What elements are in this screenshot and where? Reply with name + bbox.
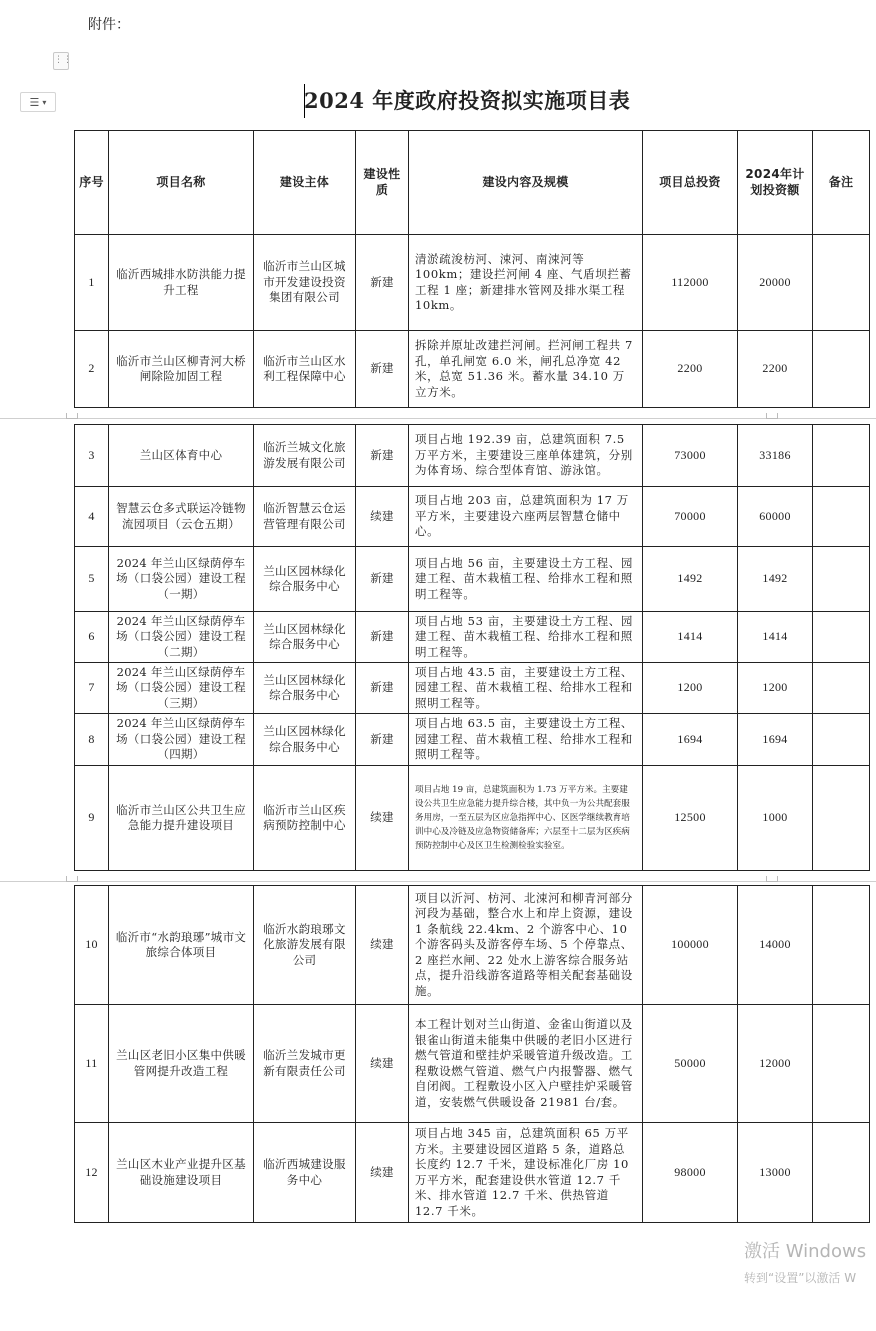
row-content: 项目占地 203 亩，总建筑面积为 17 万平方米，主要建设六座两层智慧仓储中心。 <box>409 487 643 547</box>
row-nature: 续建 <box>356 487 409 547</box>
row-owner: 临沂兰发城市更新有限责任公司 <box>254 1005 356 1123</box>
header-remark: 备注 <box>813 131 870 235</box>
row-no: 11 <box>75 1005 109 1123</box>
row-plan: 13000 <box>738 1123 813 1223</box>
row-name: 临沂市“水韵琅琊”城市文旅综合体项目 <box>109 886 254 1005</box>
row-total: 1414 <box>643 612 738 663</box>
row-plan: 1200 <box>738 663 813 714</box>
project-table-page-3 <box>74 885 870 1223</box>
row-content: 本工程计划对兰山街道、金雀山街道以及银雀山街道未能集中供暖的老旧小区进行燃气管道和壁挂炉采暖管道升级改造。工程敷设燃气管道、燃气户内报警器、燃气自闭阀。工程敷设小区入户壁挂炉采暖管道，安装燃气供暖设备 21981 台/套。 <box>409 1005 643 1123</box>
row-remark <box>813 547 870 612</box>
row-owner: 兰山区园林绿化综合服务中心 <box>254 612 356 663</box>
row-content: 拆除并原址改建拦河闸。拦河闸工程共 7 孔，单孔闸宽 6.0 米，闸孔总净宽 42 米，总宽 51.36 米。蓄水量 34.10 万立方米。 <box>409 331 643 408</box>
windows-activation-watermark <box>744 1237 866 1286</box>
table-row <box>75 714 870 766</box>
row-total: 70000 <box>643 487 738 547</box>
table-row <box>75 663 870 714</box>
header-no: 序号 <box>75 131 109 235</box>
page-corner-mark <box>766 876 778 882</box>
row-content: 项目以沂河、枋河、北涑河和柳青河部分河段为基础，整合水上和岸上资源，建设 1 条航线 22.4km、2 个游客中心、10 个游客码头及游客停车场、5 个停靠点、2 座拦水闸、22 处水上游客综合服务站点，提升沿线游客道路等相关配套基础设施。 <box>409 886 643 1005</box>
row-no: 2 <box>75 331 109 408</box>
row-nature: 新建 <box>356 612 409 663</box>
header-total: 项目总投资 <box>643 131 738 235</box>
row-total: 112000 <box>643 235 738 331</box>
row-owner: 临沂市兰山区水利工程保障中心 <box>254 331 356 408</box>
row-plan: 14000 <box>738 886 813 1005</box>
row-nature: 新建 <box>356 714 409 766</box>
watermark-line-2: 转到“设置”以激活 W <box>744 1271 857 1285</box>
row-owner: 临沂市兰山区疾病预防控制中心 <box>254 766 356 871</box>
row-content: 项目占地 19 亩，总建筑面积为 1.73 万平方米。主要建设公共卫生应急能力提升综合楼，其中负一为公共配套服务用房，一至五层为区应急指挥中心、区医学继续教育培训中心及冷链及应急物资储备库；六层至十二层为区疾病预防控制中心及区卫生检测检验实验室。 <box>409 766 643 871</box>
page-break <box>0 881 876 882</box>
row-name: 兰山区体育中心 <box>109 425 254 487</box>
header-nature: 建设性质 <box>356 131 409 235</box>
row-name: 智慧云仓多式联运冷链物流园项目（云仓五期） <box>109 487 254 547</box>
row-name: 2024 年兰山区绿荫停车场（口袋公园）建设工程（二期） <box>109 612 254 663</box>
row-name: 兰山区老旧小区集中供暖管网提升改造工程 <box>109 1005 254 1123</box>
row-name: 兰山区木业产业提升区基础设施建设项目 <box>109 1123 254 1223</box>
row-owner: 兰山区园林绿化综合服务中心 <box>254 547 356 612</box>
row-no: 1 <box>75 235 109 331</box>
row-content: 项目占地 192.39 亩，总建筑面积 7.5 万平方米，主要建设三座单体建筑，分别为体育场、综合型体育馆、游泳馆。 <box>409 425 643 487</box>
page-corner-mark <box>66 876 78 882</box>
row-remark <box>813 1005 870 1123</box>
row-plan: 1694 <box>738 714 813 766</box>
row-total: 73000 <box>643 425 738 487</box>
row-plan: 12000 <box>738 1005 813 1123</box>
table-row <box>75 612 870 663</box>
table-row <box>75 766 870 871</box>
row-no: 9 <box>75 766 109 871</box>
row-name: 2024 年兰山区绿荫停车场（口袋公园）建设工程（四期） <box>109 714 254 766</box>
row-no: 3 <box>75 425 109 487</box>
row-total: 1200 <box>643 663 738 714</box>
attachment-label: 附件： <box>88 17 130 33</box>
row-nature: 新建 <box>356 425 409 487</box>
row-content: 项目占地 53 亩，主要建设土方工程、园建工程、苗木栽植工程、给排水工程和照明工程等。 <box>409 612 643 663</box>
row-remark <box>813 425 870 487</box>
row-name: 临沂市兰山区公共卫生应急能力提升建设项目 <box>109 766 254 871</box>
row-nature: 新建 <box>356 547 409 612</box>
page-break <box>0 418 876 419</box>
row-remark <box>813 714 870 766</box>
row-remark <box>813 612 870 663</box>
project-table-page-2 <box>74 424 870 871</box>
row-nature: 新建 <box>356 663 409 714</box>
row-plan: 60000 <box>738 487 813 547</box>
chevron-down-icon: ▾ <box>42 97 47 107</box>
row-owner: 临沂兰城文化旅游发展有限公司 <box>254 425 356 487</box>
header-owner: 建设主体 <box>254 131 356 235</box>
table-move-handle-icon[interactable]: ⋮⋮ <box>53 52 69 70</box>
document-title[interactable]: 2024 年度政府投资拟实施项目表 <box>304 88 631 113</box>
table-row <box>75 235 870 331</box>
header-content: 建设内容及规模 <box>409 131 643 235</box>
row-total: 12500 <box>643 766 738 871</box>
table-header-row <box>75 131 870 235</box>
row-total: 2200 <box>643 331 738 408</box>
row-name: 临沂西城排水防洪能力提升工程 <box>109 235 254 331</box>
row-content: 项目占地 345 亩，总建筑面积 65 万平方米。主要建设园区道路 5 条，道路总长度约 12.7 千米，建设标准化厂房 10 万平方米，配套建设供水管道 12.7 千米、排水管道 12.7 千米、供热管道 12.7 千米。 <box>409 1123 643 1223</box>
row-owner: 兰山区园林绿化综合服务中心 <box>254 663 356 714</box>
row-plan: 2200 <box>738 331 813 408</box>
header-name: 项目名称 <box>109 131 254 235</box>
row-no: 5 <box>75 547 109 612</box>
row-content: 清淤疏浚枋河、涑河、南涑河等 100km；建设拦河闸 4 座、气盾坝拦蓄工程 1 座；新建排水管网及排水渠工程 10km。 <box>409 235 643 331</box>
row-total: 1492 <box>643 547 738 612</box>
row-total: 1694 <box>643 714 738 766</box>
row-plan: 1000 <box>738 766 813 871</box>
row-nature: 新建 <box>356 331 409 408</box>
row-remark <box>813 331 870 408</box>
table-row <box>75 1123 870 1223</box>
row-content: 项目占地 43.5 亩，主要建设土方工程、园建工程、苗木栽植工程、给排水工程和照明工程等。 <box>409 663 643 714</box>
table-row <box>75 1005 870 1123</box>
table-row <box>75 547 870 612</box>
row-nature: 续建 <box>356 1123 409 1223</box>
project-table-page-1 <box>74 130 870 408</box>
page-corner-mark <box>66 413 78 419</box>
row-total: 100000 <box>643 886 738 1005</box>
row-name: 2024 年兰山区绿荫停车场（口袋公园）建设工程（三期） <box>109 663 254 714</box>
watermark-line-1: 激活 Windows <box>744 1241 867 1262</box>
row-plan: 33186 <box>738 425 813 487</box>
table-row <box>75 886 870 1005</box>
table-row <box>75 331 870 408</box>
row-name: 临沂市兰山区柳青河大桥闸除险加固工程 <box>109 331 254 408</box>
row-owner: 临沂智慧云仓运营管理有限公司 <box>254 487 356 547</box>
row-no: 10 <box>75 886 109 1005</box>
row-remark <box>813 1123 870 1223</box>
row-remark <box>813 663 870 714</box>
row-owner: 临沂水韵琅琊文化旅游发展有限公司 <box>254 886 356 1005</box>
row-plan: 1492 <box>738 547 813 612</box>
row-content: 项目占地 56 亩，主要建设土方工程、园建工程、苗木栽植工程、给排水工程和照明工程等。 <box>409 547 643 612</box>
row-remark <box>813 766 870 871</box>
outline-toggle-button[interactable] <box>20 92 56 112</box>
row-nature: 续建 <box>356 886 409 1005</box>
row-owner: 兰山区园林绿化综合服务中心 <box>254 714 356 766</box>
row-content: 项目占地 63.5 亩，主要建设土方工程、园建工程、苗木栽植工程、给排水工程和照明工程等。 <box>409 714 643 766</box>
list-icon: ☰ <box>29 95 40 109</box>
row-nature: 新建 <box>356 235 409 331</box>
row-no: 6 <box>75 612 109 663</box>
row-total: 98000 <box>643 1123 738 1223</box>
row-owner: 临沂市兰山区城市开发建设投资集团有限公司 <box>254 235 356 331</box>
page-corner-mark <box>766 413 778 419</box>
header-plan: 2024年计划投资额 <box>738 131 813 235</box>
table-row <box>75 425 870 487</box>
row-remark <box>813 487 870 547</box>
table-row <box>75 487 870 547</box>
row-no: 4 <box>75 487 109 547</box>
row-plan: 20000 <box>738 235 813 331</box>
row-nature: 续建 <box>356 1005 409 1123</box>
row-nature: 续建 <box>356 766 409 871</box>
row-no: 12 <box>75 1123 109 1223</box>
row-name: 2024 年兰山区绿荫停车场（口袋公园）建设工程（一期） <box>109 547 254 612</box>
row-plan: 1414 <box>738 612 813 663</box>
row-total: 50000 <box>643 1005 738 1123</box>
row-remark <box>813 886 870 1005</box>
row-owner: 临沂西城建设服务中心 <box>254 1123 356 1223</box>
row-no: 8 <box>75 714 109 766</box>
row-no: 7 <box>75 663 109 714</box>
row-remark <box>813 235 870 331</box>
